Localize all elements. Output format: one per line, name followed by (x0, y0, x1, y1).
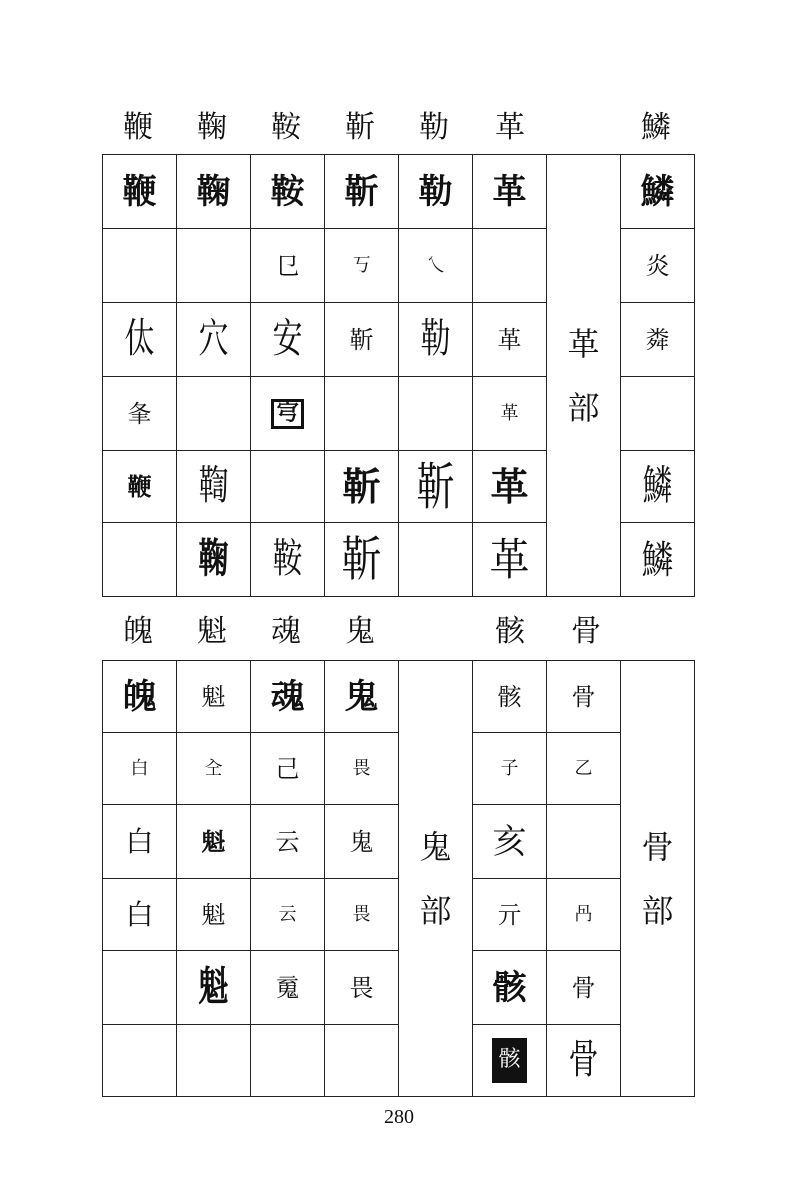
script-glyph: 鞠 (198, 535, 229, 583)
bottom-cell (473, 733, 547, 805)
bottom-character-table (102, 660, 695, 1097)
top-cell (473, 155, 547, 229)
bottom-cell (103, 879, 177, 951)
script-glyph: 革 (500, 403, 519, 424)
script-glyph: 靳 (341, 531, 382, 588)
bottom-cell (547, 661, 621, 733)
script-glyph: 鞍 (270, 171, 305, 212)
top-cell (473, 229, 547, 303)
top-heading-5: 勒 (419, 110, 449, 145)
bottom-cell (473, 1025, 547, 1097)
script-glyph: 畏 (349, 973, 374, 1002)
top-cell (325, 303, 399, 377)
top-cell (399, 155, 473, 229)
script-glyph: 骨 (571, 682, 596, 711)
top-cell (473, 303, 547, 377)
top-cell (251, 451, 325, 523)
script-glyph: 魁 (201, 900, 226, 929)
bottom-cell (325, 661, 399, 733)
radical-label: 部 (641, 891, 674, 930)
bottom-cell (103, 805, 177, 879)
bottom-cell (251, 1025, 325, 1097)
bottom-cell (251, 733, 325, 805)
seal-glyph-inverted: 骸 (492, 1038, 526, 1082)
bottom-cell (325, 1025, 399, 1097)
top-cell (621, 303, 695, 377)
bottom-cell (251, 879, 325, 951)
page-number: 280 (384, 1106, 414, 1128)
bottom-cell (473, 661, 547, 733)
script-glyph: 魂 (270, 676, 305, 717)
script-glyph: 魄 (122, 676, 157, 717)
radical-label: 部 (567, 388, 600, 427)
bottom-cell (103, 951, 177, 1025)
script-glyph: 亓 (497, 900, 522, 929)
top-cell (399, 377, 473, 451)
radical-cell-gui (399, 661, 473, 1097)
bottom-cell (251, 805, 325, 879)
top-heading-4: 靳 (345, 110, 375, 145)
top-cell (399, 303, 473, 377)
bottom-cell (177, 733, 251, 805)
top-cell (325, 377, 399, 451)
top-cell (325, 451, 399, 523)
top-cell (103, 377, 177, 451)
script-glyph: 㑀 (124, 315, 155, 363)
top-cell (177, 377, 251, 451)
top-cell (621, 523, 695, 597)
top-cell (251, 377, 325, 451)
top-cell (325, 523, 399, 597)
script-glyph: 白 (125, 824, 154, 858)
bottom-cell (251, 661, 325, 733)
script-glyph: 白 (130, 758, 149, 779)
top-cell (251, 523, 325, 597)
top-cell (177, 303, 251, 377)
script-glyph: 勒 (418, 171, 453, 212)
script-glyph: 亥 (492, 821, 527, 862)
script-glyph: 靳 (349, 325, 374, 354)
bottom-cell (251, 951, 325, 1025)
top-heading-6: 革 (495, 110, 525, 145)
script-glyph: 鞭 (122, 171, 157, 212)
top-cell (621, 229, 695, 303)
script-glyph: 㔾 (275, 251, 300, 280)
script-glyph: 夆 (127, 399, 152, 428)
bottom-cell (547, 733, 621, 805)
bottom-cell (547, 951, 621, 1025)
script-glyph: 子 (500, 758, 519, 779)
radical-cell-gu (621, 661, 695, 1097)
script-glyph: 己 (275, 754, 300, 783)
top-cell (251, 155, 325, 229)
script-glyph: 宆 (271, 399, 303, 429)
top-cell (251, 229, 325, 303)
top-heading-1: 鞭 (123, 110, 153, 145)
script-glyph: 畏 (352, 904, 371, 925)
script-glyph: 骸 (492, 967, 527, 1008)
script-glyph: 鞫 (198, 462, 229, 510)
top-cell (621, 451, 695, 523)
top-cell (325, 155, 399, 229)
top-cell (621, 377, 695, 451)
top-cell (473, 451, 547, 523)
top-heading-2: 鞠 (197, 110, 227, 145)
bottom-cell (103, 661, 177, 733)
script-glyph: 魁 (201, 827, 226, 856)
script-glyph: 丂 (352, 255, 371, 276)
script-glyph: 乀 (426, 255, 445, 276)
bottom-cell (177, 661, 251, 733)
script-glyph: 靳 (416, 456, 455, 517)
script-glyph: 骨 (568, 1036, 599, 1084)
script-glyph: 鞭 (127, 472, 152, 501)
top-cell (621, 155, 695, 229)
top-cell (399, 523, 473, 597)
script-glyph: 靳 (342, 464, 381, 509)
bottom-cell (547, 879, 621, 951)
script-glyph: 鞍 (272, 535, 303, 583)
script-glyph: 鬼 (344, 676, 379, 717)
top-cell (473, 523, 547, 597)
bottom-cell (325, 951, 399, 1025)
bottom-heading-6: 骨 (571, 614, 601, 649)
radical-label: 革 (567, 324, 600, 363)
bottom-heading-4: 鬼 (345, 614, 375, 649)
script-glyph: 鱗 (641, 536, 674, 583)
bottom-heading-3: 魂 (271, 614, 301, 649)
script-glyph: 穴 (198, 315, 229, 363)
script-glyph: 䰟 (275, 973, 300, 1002)
bottom-cell (177, 879, 251, 951)
script-glyph: 云 (275, 827, 300, 856)
script-glyph: 骸 (497, 682, 522, 711)
script-glyph: 乙 (574, 758, 593, 779)
bottom-cell (547, 805, 621, 879)
top-cell (103, 229, 177, 303)
top-heading-7: 鱗 (641, 110, 671, 145)
script-glyph: 冎 (574, 904, 593, 925)
bottom-cell (325, 879, 399, 951)
bottom-cell (325, 733, 399, 805)
top-cell (177, 229, 251, 303)
top-cell (103, 523, 177, 597)
top-cell (103, 155, 177, 229)
bottom-cell (473, 879, 547, 951)
top-cell (103, 451, 177, 523)
bottom-cell (103, 733, 177, 805)
script-glyph: 鬼 (349, 827, 374, 856)
script-glyph: 炎 (645, 251, 670, 280)
script-glyph: 革 (490, 464, 529, 509)
script-glyph: 㒰 (204, 758, 223, 779)
script-glyph: 畏 (352, 758, 371, 779)
script-glyph: 鱗 (642, 462, 673, 510)
bottom-heading-1: 魄 (123, 614, 153, 649)
bottom-cell (177, 805, 251, 879)
script-glyph: 靳 (344, 171, 379, 212)
script-glyph: 粦 (645, 325, 670, 354)
top-cell (473, 377, 547, 451)
bottom-cell (473, 805, 547, 879)
bottom-cell (325, 805, 399, 879)
top-cell (103, 303, 177, 377)
top-cell (177, 523, 251, 597)
script-glyph: 革 (492, 171, 527, 212)
script-glyph: 革 (489, 534, 530, 585)
script-glyph: 革 (497, 325, 522, 354)
script-glyph: 鱗 (640, 171, 675, 212)
script-glyph: 安 (272, 315, 303, 363)
bottom-cell (473, 951, 547, 1025)
script-glyph: 鞠 (196, 171, 231, 212)
radical-label: 鬼 (419, 827, 452, 866)
top-cell (399, 451, 473, 523)
script-glyph: 魁 (198, 963, 229, 1011)
top-cell (177, 451, 251, 523)
bottom-cell (177, 1025, 251, 1097)
bottom-cell (177, 951, 251, 1025)
bottom-cell (103, 1025, 177, 1097)
radical-cell-ge (547, 155, 621, 597)
radical-label: 骨 (641, 827, 674, 866)
bottom-heading-2: 魁 (197, 614, 227, 649)
bottom-heading-5: 骸 (495, 614, 525, 649)
script-glyph: 骨 (571, 973, 596, 1002)
top-heading-3: 鞍 (271, 110, 301, 145)
top-cell (251, 303, 325, 377)
script-glyph: 勒 (420, 315, 451, 363)
script-glyph: 白 (125, 897, 154, 931)
top-cell (399, 229, 473, 303)
top-character-table (102, 154, 695, 597)
top-cell (325, 229, 399, 303)
script-glyph: 云 (278, 904, 297, 925)
top-cell (177, 155, 251, 229)
bottom-cell (547, 1025, 621, 1097)
script-glyph: 魁 (201, 682, 226, 711)
radical-label: 部 (419, 891, 452, 930)
